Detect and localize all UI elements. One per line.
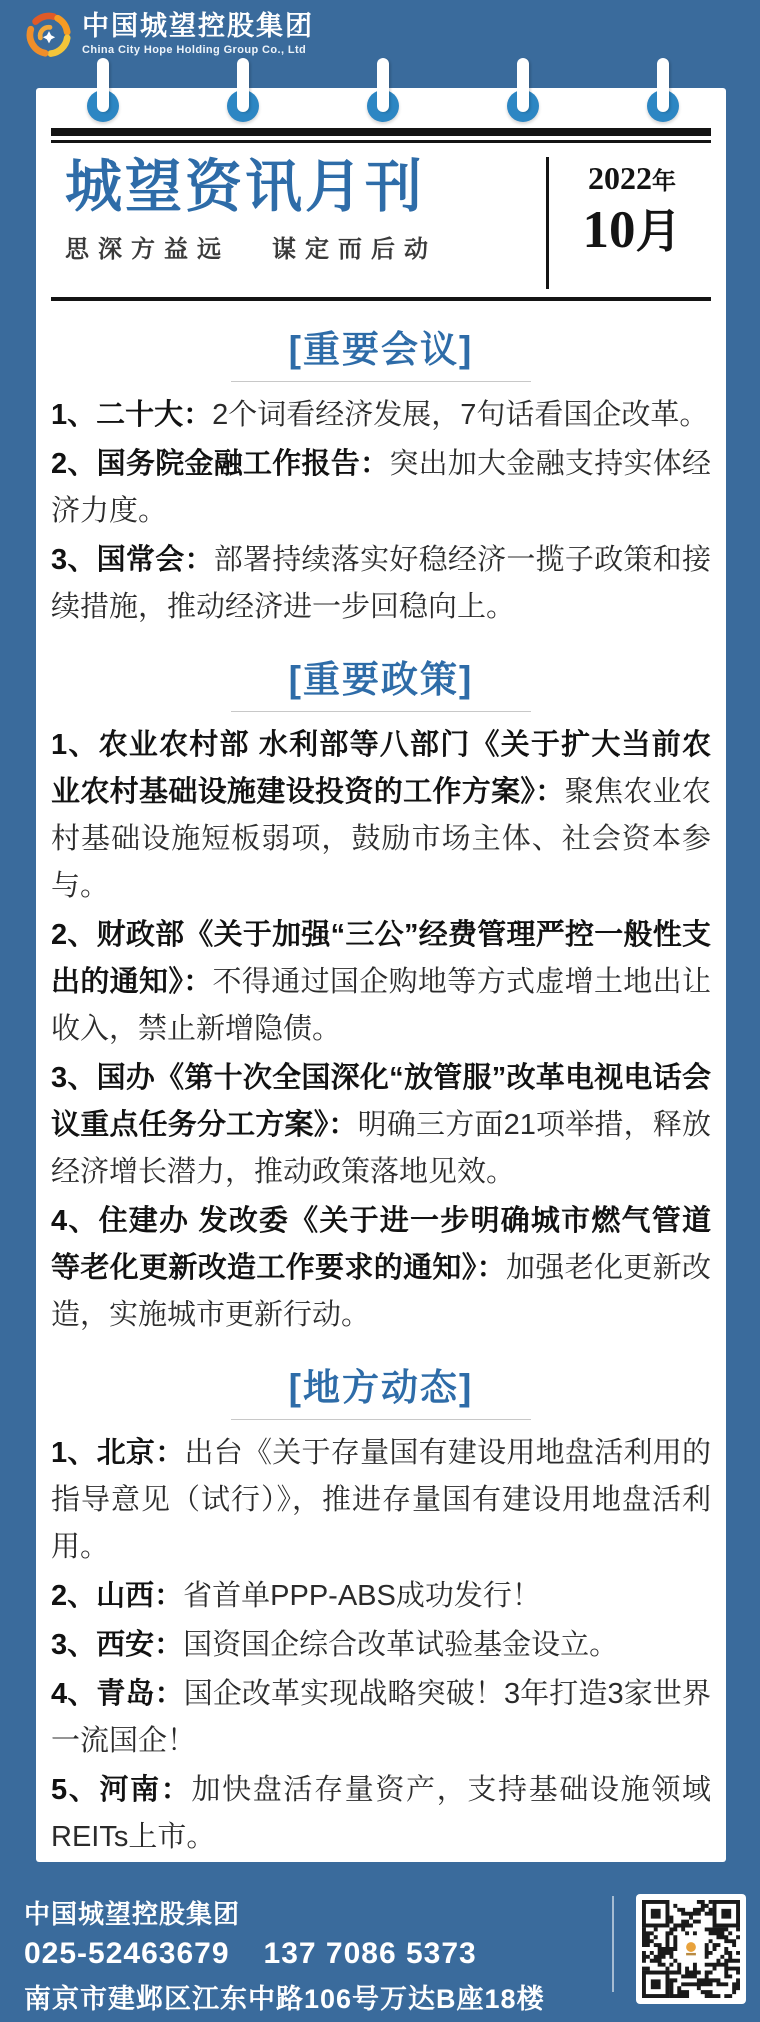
footer-contact (24, 1894, 612, 2016)
item-text: 加快盘活存量资产，支持基础设施领域REITs上市。 (51, 1774, 711, 1853)
motto-left: 思深方益远 (65, 236, 230, 263)
item-lead: 1、北京： (51, 1437, 185, 1469)
footer-phone-2: 137 7086 5373 (263, 1937, 477, 1970)
news-item (51, 1767, 711, 1861)
footer-phone-1: 025-52463679 (24, 1937, 230, 1970)
news-item (51, 1573, 711, 1620)
item-text: 聚焦农业农村基础设施短板弱项，鼓励市场主体、社会资本参与。 (51, 776, 711, 902)
brand-bar (0, 0, 760, 88)
motto-right: 谋定而后动 (272, 236, 437, 263)
item-lead: 4、青岛： (51, 1678, 184, 1710)
item-text: 加强老化更新改造，实施城市更新行动。 (51, 1252, 711, 1331)
brand-text (82, 10, 314, 56)
section-underline (231, 1419, 531, 1420)
item-lead: 1、农业农村部 水利部等八部门《关于扩大当前农业农村基础设施建设投资的工作方案》： (51, 729, 711, 808)
item-text: 突出加大金融支持实体经济力度。 (51, 448, 711, 527)
qr-code-pattern (642, 1900, 740, 1998)
item-text: 国企改革实现战略突破！3年打造3家世界一流国企！ (51, 1678, 711, 1757)
section-header-local: [地方动态] (288, 1367, 474, 1408)
news-item (51, 722, 711, 910)
news-item (51, 1430, 711, 1571)
item-lead: 2、山西： (51, 1580, 184, 1612)
motto (65, 229, 546, 264)
item-lead: 1、二十大： (51, 399, 213, 431)
item-text: 省首单PPP-ABS成功发行！ (183, 1580, 541, 1612)
issue-month: 10月 (582, 201, 682, 259)
swirl-ring-icon (26, 12, 72, 58)
section-header-policies: [重要政策] (288, 659, 474, 700)
news-item (51, 1055, 711, 1196)
news-item (51, 441, 711, 535)
footer-phones (24, 1937, 612, 1971)
newsletter-title: 城望资讯月刊 (65, 155, 425, 219)
paper-card (36, 88, 726, 1862)
news-item (51, 1671, 711, 1765)
section-underline (231, 711, 531, 712)
item-lead: 3、国常会： (51, 544, 214, 576)
footer-divider (612, 1896, 614, 1992)
news-item (51, 537, 711, 631)
news-item (51, 1198, 711, 1339)
news-item (51, 1622, 711, 1669)
item-text: 不得通过国企购地等方式虚增土地出让收入，禁止新增隐债。 (51, 966, 711, 1045)
item-lead: 2、财政部《关于加强“三公”经费管理严控一般性支出的通知》： (51, 919, 711, 998)
masthead-vertical-divider (546, 157, 549, 289)
item-text: 部署持续落实好稳经济一揽子政策和接续措施，推动经济进一步回稳向上。 (51, 544, 711, 623)
qr-code-icon (636, 1894, 746, 2004)
item-text: 明确三方面21项举措，释放经济增长潜力，推动政策落地见效。 (51, 1109, 711, 1188)
item-lead: 5、河南： (51, 1774, 192, 1806)
item-lead: 4、住建办 发改委《关于进一步明确城市燃气管道等老化更新改造工作要求的通知》： (51, 1205, 711, 1284)
item-lead: 3、西安： (51, 1629, 184, 1661)
masthead-bottom-rule (51, 297, 711, 301)
news-item (51, 912, 711, 1053)
news-item (51, 392, 711, 439)
footer-company: 中国城望控股集团 (24, 1899, 241, 1929)
issue-year: 2022年 (588, 160, 676, 196)
masthead (51, 143, 711, 289)
item-lead: 3、国办《第十次全国深化“放管服”改革电视电话会议重点任务分工方案》： (51, 1062, 711, 1141)
masthead-top-rule (51, 88, 711, 143)
section-header-meetings: [重要会议] (288, 329, 474, 370)
brand-name-cn: 中国城望控股集团 (82, 11, 314, 41)
item-lead: 2、国务院金融工作报告： (51, 448, 390, 480)
footer-address: 南京市建邺区江东中路106号万达B座18楼 (24, 1984, 545, 2014)
item-text: 出台《关于存量国有建设用地盘活利用的指导意见（试行）》，推进存量国有建设用地盘活利用。 (51, 1437, 711, 1563)
footer (0, 1862, 760, 2016)
item-text: 2个词看经济发展，7句话看国企改革。 (212, 399, 709, 431)
issue-date (553, 153, 711, 289)
item-text: 国资国企综合改革试验基金设立。 (183, 1629, 619, 1661)
brand-name-en: China City Hope Holding Group Co., Ltd (82, 44, 307, 56)
section-underline (231, 381, 531, 382)
